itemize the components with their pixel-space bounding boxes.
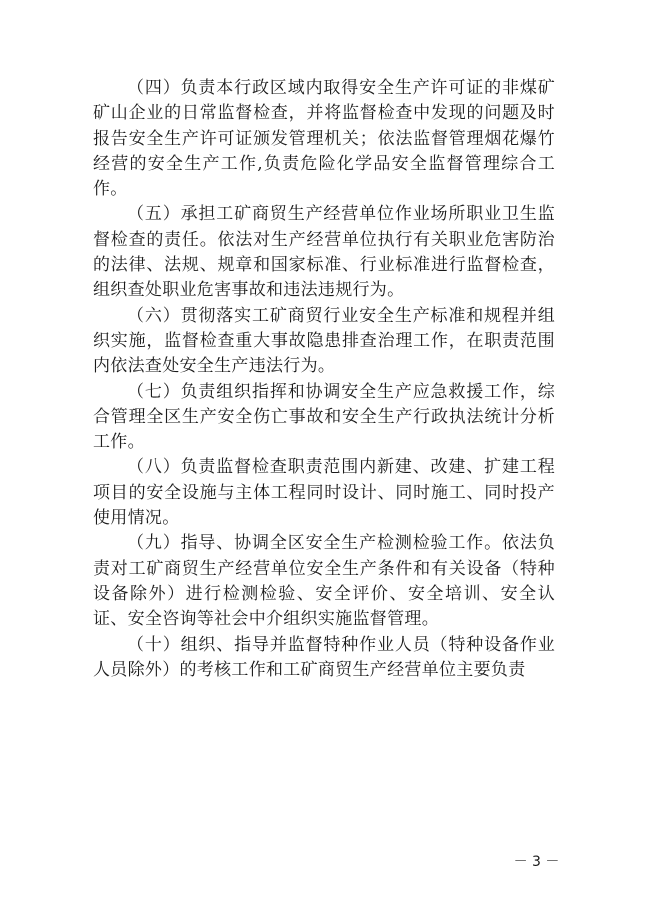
page-footer	[0, 851, 649, 871]
paragraph-5: （五）承担工矿商贸生产经营单位作业场所职业卫生监督检查的责任。依法对生产经营单位执行有关职业危害防治的法律、法规、规章和国家标准、行业标准进行监督检查，组织查处职业危害事故和违法违规行为。	[93, 204, 555, 301]
document-body	[93, 76, 555, 683]
paragraph-7: （七）负责组织指挥和协调安全生产应急救援工作，综合管理全区生产安全伤亡事故和安全生产行政执法统计分析工作。	[93, 381, 555, 453]
paragraph-6: （六）贯彻落实工矿商贸行业安全生产标准和规程并组织实施，监督检查重大事故隐患排查治理工作，在职责范围内依法查处安全生产违法行为。	[93, 305, 555, 377]
paragraph-4: （四）负责本行政区域内取得安全生产许可证的非煤矿矿山企业的日常监督检查，并将监督检查中发现的问题及时报告安全生产许可证颁发管理机关；依法监督管理烟花爆竹经营的安全生产工作,负责危险化学品安全监督管理综合工作。	[93, 78, 555, 200]
paragraph-9: （九）指导、协调全区安全生产检测检验工作。依法负责对工矿商贸生产经营单位安全生产条件和有关设备（特种设备除外）进行检测检验、安全评价、安全培训、安全认证、安全咨询等社会中介组织实施监督管理。	[93, 533, 555, 630]
paragraph-10: （十）组织、指导并监督特种作业人员（特种设备作业人员除外）的考核工作和工矿商贸生产经营单位主要负责	[93, 634, 555, 680]
page-number: － 3 －	[513, 854, 560, 870]
paragraph-8: （八）负责监督检查职责范围内新建、改建、扩建工程项目的安全设施与主体工程同时设计、同时施工、同时投产使用情况。	[93, 457, 555, 529]
